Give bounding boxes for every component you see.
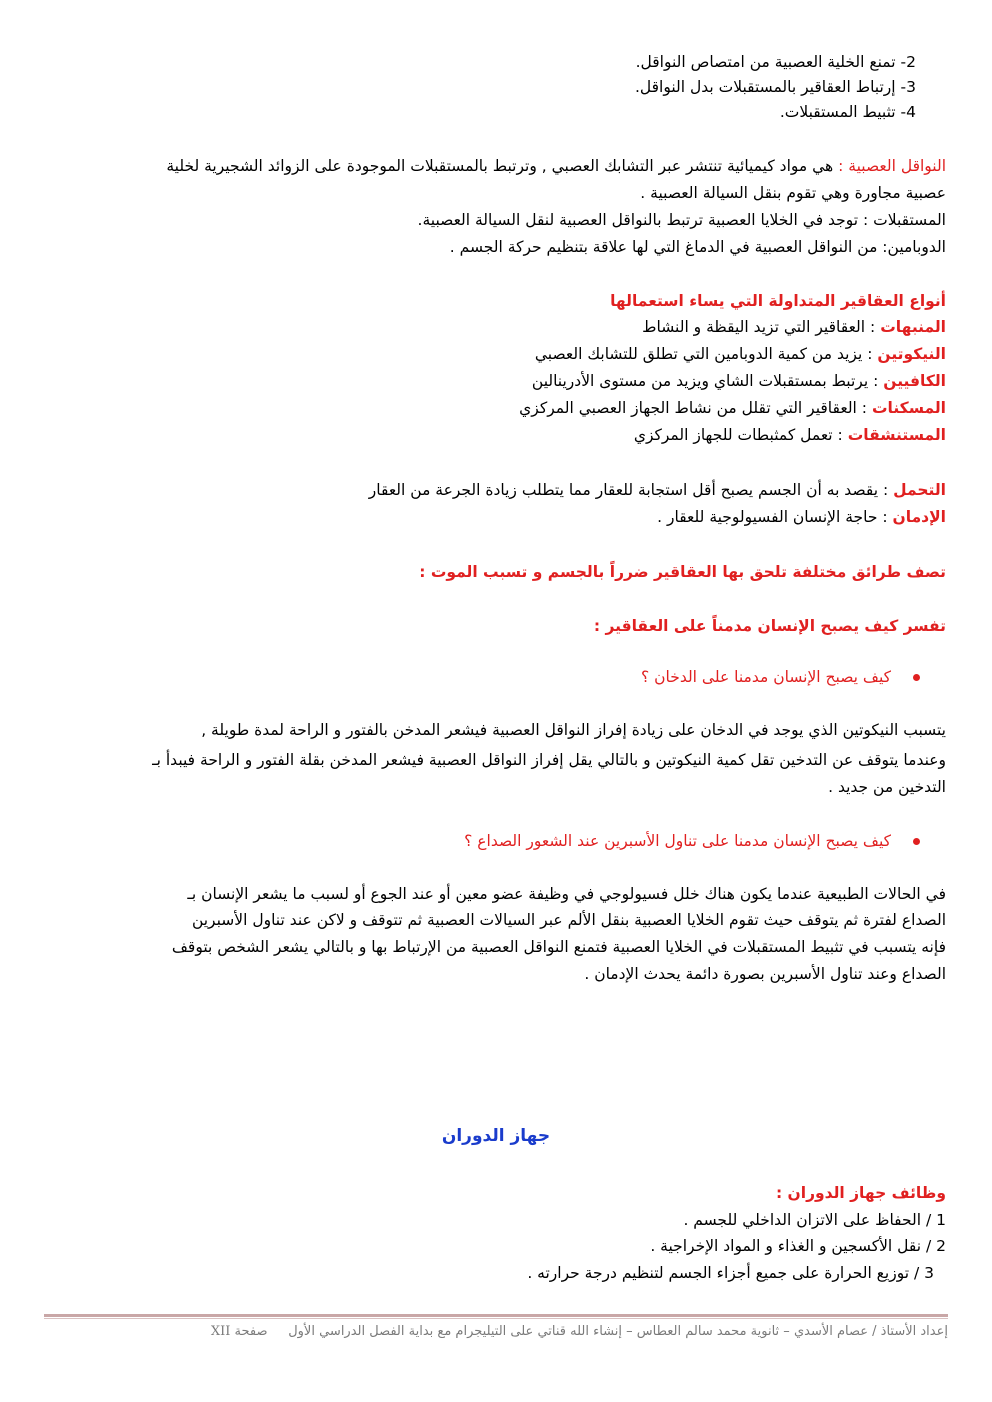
definition-text: هي مواد كيميائية تنتشر عبر التشابك العصبي , وترتبط بالمستقبلات الموجودة على الزوائد الشجيرية لخلية bbox=[166, 157, 834, 175]
addiction-text: : حاجة الإنسان الفسيولوجية للعقار . bbox=[657, 508, 888, 526]
drug-type-item bbox=[46, 369, 946, 393]
drug-type-item bbox=[46, 423, 946, 447]
list-text: تمنع الخلية العصبية من امتصاص النواقل. bbox=[635, 53, 896, 71]
list-text: إرتباط العقاقير بالمستقبلات بدل النواقل. bbox=[634, 78, 896, 96]
drug-type-text: : العقاقير التي تزيد اليقظة و النشاط bbox=[642, 318, 876, 336]
list-number: 4- bbox=[900, 103, 916, 121]
ways-heading: تصف طرائق مختلفة تلحق بها العقاقير ضرراً بالجسم و تسبب الموت : bbox=[419, 563, 946, 581]
drug-type-item bbox=[46, 396, 946, 420]
footer-divider bbox=[44, 1318, 948, 1319]
answer-line: الصداع وعند تناول الأسبرين بصورة دائمة يحدث الإدمان . bbox=[584, 965, 946, 983]
bullet-dot-icon bbox=[913, 838, 920, 845]
answer-line: التدخين من جديد . bbox=[828, 778, 946, 796]
tolerance-term: التحمل bbox=[893, 481, 946, 499]
question-text: كيف يصبح الإنسان مدمنا على تناول الأسبرين عند الشعور الصداع ؟ bbox=[464, 832, 891, 850]
definition-dopamine: الدوبامين: من النواقل العصبية في الدماغ التي لها علاقة بتنظيم حركة الجسم . bbox=[449, 238, 946, 256]
definition-receptors: المستقبلات : توجد في الخلايا العصبية ترتبط بالنواقل العصبية لنقل السيالة العصبية. bbox=[417, 211, 946, 229]
drug-types-heading: أنواع العقاقير المتداولة التي يساء استعمالها bbox=[610, 292, 946, 310]
footer-page-number: XII bbox=[210, 1324, 231, 1339]
explain-heading: تفسر كيف يصبح الإنسان مدمناً على العقاقير : bbox=[593, 617, 946, 635]
drug-type-text: : تعمل كمثبطات للجهاز المركزي bbox=[633, 426, 843, 444]
functions-heading: وظائف جهاز الدوران : bbox=[775, 1184, 946, 1202]
bullet-dot-icon bbox=[913, 674, 920, 681]
function-item: 2 / نقل الأكسجين و الغذاء و المواد الإخراجية . bbox=[650, 1237, 946, 1255]
list-item bbox=[16, 75, 916, 99]
answer-line: في الحالات الطبيعية عندما يكون هناك خلل فسيولوجي في وظيفة عضو معين أو عند الجوع أو لسبب ما يشعر الإنسان بـ bbox=[187, 885, 946, 903]
function-item: 1 / الحفاظ على الاتزان الداخلي للجسم . bbox=[683, 1211, 946, 1229]
drug-type-text: : يرتبط بمستقبلات الشاي ويزيد من مستوى الأدرينالين bbox=[531, 372, 879, 390]
addiction-definition bbox=[46, 505, 946, 529]
drug-type-text: : يزيد من كمية الدوبامين التي تطلق للتشابك العصبي bbox=[534, 345, 873, 363]
drug-type-term: النيكوتين bbox=[877, 345, 946, 363]
question-bullet bbox=[46, 832, 946, 850]
question-text: كيف يصبح الإنسان مدمنا على الدخان ؟ bbox=[640, 668, 891, 686]
question-bullet bbox=[46, 668, 946, 686]
drug-type-term: المنبهات bbox=[880, 318, 946, 336]
footer-divider bbox=[44, 1314, 948, 1317]
list-text: تثبيط المستقبلات. bbox=[779, 103, 896, 121]
list-number: 3- bbox=[900, 78, 916, 96]
page-footer bbox=[44, 1324, 948, 1339]
function-item: 3 / توزيع الحرارة على جميع أجزاء الجسم لتنظيم درجة حرارته . bbox=[527, 1264, 934, 1282]
tolerance-definition bbox=[46, 478, 946, 502]
drug-type-text: : العقاقير التي تقلل من نشاط الجهاز العصبي المركزي bbox=[519, 399, 868, 417]
footer-text: إعداد الأستاذ / عصام الأسدي – ثانوية محمد سالم العطاس – إنشاء الله قناتي على التيليجرام مع بداية الفصل الدراسي الأول bbox=[288, 1324, 948, 1339]
definition-continuation: عصبية مجاورة وهي تقوم بنقل السيالة العصبية . bbox=[640, 184, 946, 202]
definition-term: النواقل العصبية : bbox=[838, 157, 946, 175]
answer-line: يتسبب النيكوتين الذي يوجد في الدخان على زيادة إفراز النواقل العصبية فيشعر المدخن بالفتور و الراحة لمدة طويلة , bbox=[201, 721, 946, 739]
answer-line: فإنه يتسبب في تثبيط المستقبلات في الخلايا العصبية فتمنع النواقل العصبية من الإرتباط بها و بالتالي يشعر الشخص بتوقف bbox=[171, 938, 946, 956]
definition-neurotransmitters bbox=[46, 154, 946, 178]
list-item bbox=[16, 100, 916, 124]
list-item bbox=[16, 50, 916, 74]
tolerance-text: : يقصد به أن الجسم يصبح أقل استجابة للعقار مما يتطلب زيادة الجرعة من العقار bbox=[368, 481, 889, 499]
drug-type-item bbox=[46, 315, 946, 339]
answer-line: وعندما يتوقف عن التدخين تقل كمية النيكوتين و بالتالي يقل إفراز النواقل العصبية فيشعر المدخن بقلة الفتور و الراحة فيبدأ بـ bbox=[152, 751, 946, 769]
drug-type-term: المسكنات bbox=[871, 399, 946, 417]
drug-type-item bbox=[46, 342, 946, 366]
section-title: جهاز الدوران bbox=[441, 1126, 551, 1146]
footer-page-label: صفحة bbox=[234, 1324, 268, 1339]
drug-type-term: المستنشقات bbox=[847, 426, 946, 444]
drug-type-term: الكافيين bbox=[883, 372, 946, 390]
list-number: 2- bbox=[900, 53, 916, 71]
addiction-term: الإدمان bbox=[892, 508, 946, 526]
answer-line: الصداع لفترة ثم يتوقف حيث تقوم الخلايا العصبية بنقل الألم عبر السيالات العصبية ثم تتوقف و لاكن عند تناول الأسبرين bbox=[191, 911, 946, 929]
